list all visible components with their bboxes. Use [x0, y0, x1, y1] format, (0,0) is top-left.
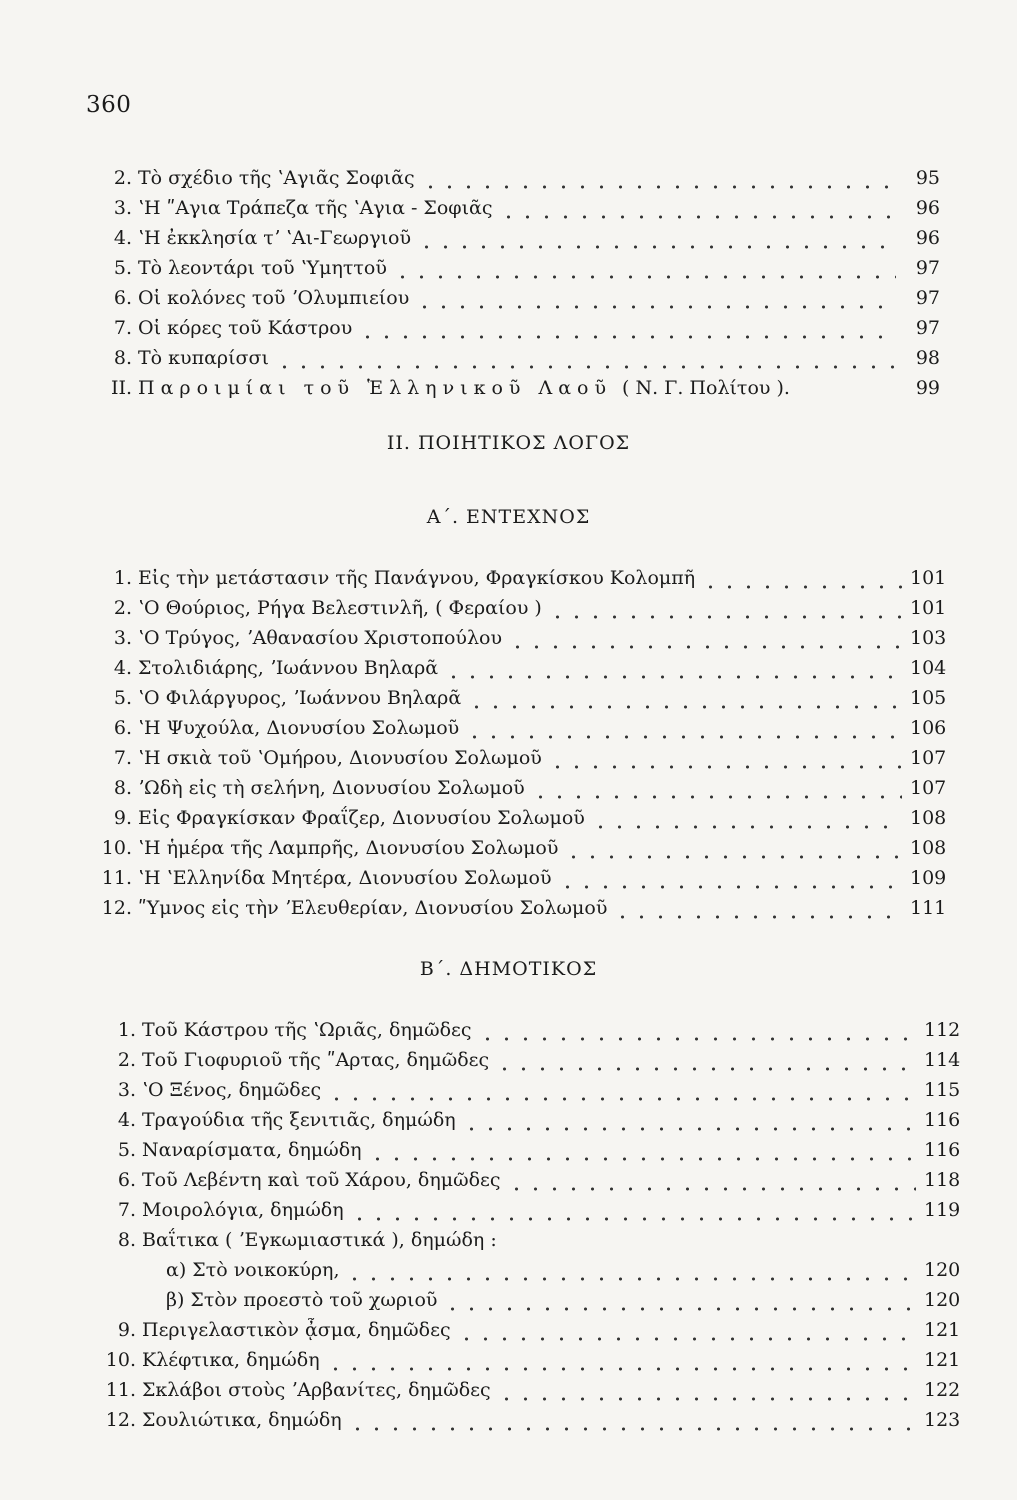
entry-page: 114 — [924, 1049, 961, 1071]
leader-dots — [591, 806, 902, 830]
entry-page: 96 — [915, 197, 940, 219]
toc-entry — [92, 650, 946, 680]
entry-number: 9. — [113, 807, 132, 829]
toc-entry — [96, 1222, 960, 1252]
leader-dots — [345, 1258, 916, 1282]
leader-dots — [548, 746, 902, 770]
entry-number: 5. — [113, 257, 132, 279]
entry-title: Περιγελαστικὸν ᾆσμα, δημῶδες — [142, 1319, 451, 1341]
entry-page: 104 — [910, 657, 947, 679]
entry-number: 7. — [117, 1199, 136, 1221]
entry-title: ʽΗ ʽΕλληνίδα Μητέρα, Διονυσίου Σολωμοῦ — [138, 867, 552, 889]
toc-entry — [92, 190, 940, 220]
entry-title: ʽΗ ἐκκλησία τʼ ʽΑι-Γεωργιοῦ — [138, 227, 412, 249]
entry-number: 1. — [117, 1019, 136, 1041]
entry-number: 3. — [113, 197, 132, 219]
toc-entry — [96, 1372, 960, 1402]
leader-dots — [478, 1018, 916, 1042]
entry-page: 108 — [910, 807, 947, 829]
toc-entry — [92, 860, 946, 890]
leader-dots — [499, 196, 896, 220]
toc-entry — [92, 590, 946, 620]
entry-title: Οἱ κολόνες τοῦ ʼΟλυμπιείου — [138, 287, 410, 309]
entry-author: ( Ν. Γ. Πολίτου ). — [622, 377, 790, 399]
entry-page: 120 — [924, 1289, 961, 1311]
entry-title: Τοῦ Γιοφυριοῦ τῆς ʺΑρτας, δημῶδες — [142, 1049, 490, 1071]
entry-number: 8. — [117, 1229, 136, 1251]
entry-number: 7. — [113, 747, 132, 769]
leader-dots — [415, 286, 896, 310]
entry-number: 12. — [101, 897, 132, 919]
entry-number: 9. — [117, 1319, 136, 1341]
entry-page: 118 — [924, 1169, 961, 1191]
entry-number: 5. — [117, 1139, 136, 1161]
leader-dots — [508, 626, 902, 650]
entry-number: 2. — [113, 167, 132, 189]
entry-title: Μοιρολόγια, δημώδη — [142, 1199, 344, 1221]
entry-title: Οἱ κόρες τοῦ Κάστρου — [138, 317, 353, 339]
toc-entry — [92, 340, 940, 370]
toc-entry — [92, 830, 946, 860]
toc-entry — [92, 280, 940, 310]
entry-page: 99 — [915, 377, 940, 399]
section-heading: ΙΙ. ΠΟΙΗΤΙΚΟΣ ΛΟΓΟΣ — [386, 432, 631, 454]
entry-page: 121 — [924, 1349, 961, 1371]
toc-subentry — [166, 1282, 960, 1312]
entry-number: 3. — [117, 1079, 136, 1101]
leader-dots — [548, 596, 902, 620]
entry-page: 112 — [924, 1019, 961, 1041]
entry-page: 119 — [924, 1199, 961, 1221]
entry-title: ʽΟ Φιλάργυρος, ʼΙωάννου Βηλαρᾶ — [138, 687, 462, 709]
entry-title: ʽΟ Τρύγος, ʼΑθανασίου Χριστοπούλου — [138, 627, 502, 649]
entry-title: Παροιμίαι τοῦ Ἑλληνικοῦ Λαοῦ — [138, 377, 613, 399]
entry-number: 2. — [117, 1049, 136, 1071]
entry-number: 4. — [113, 657, 132, 679]
leader-dots — [348, 1408, 916, 1432]
entry-page: 96 — [915, 227, 940, 249]
toc-entry — [96, 1192, 960, 1222]
entry-number: 6. — [113, 287, 132, 309]
toc-entry — [92, 890, 946, 920]
entry-page: 111 — [910, 897, 947, 919]
entry-page: 97 — [915, 317, 940, 339]
leader-dots — [564, 836, 902, 860]
toc-subentry — [166, 1252, 960, 1282]
leader-dots — [558, 866, 902, 890]
leader-dots — [462, 1108, 916, 1132]
entry-title: ʼΩδὴ εἰς τὴ σελήνη, Διονυσίου Σολωμοῦ — [138, 777, 525, 799]
toc-entry — [96, 1162, 960, 1192]
entry-page: 120 — [924, 1259, 961, 1281]
page-number: 360 — [86, 92, 132, 118]
subsection-heading-entechnos: Α΄. ΕΝΤΕΧΝΟΣ — [426, 506, 591, 528]
leader-dots — [507, 1168, 917, 1192]
leader-dots — [443, 1288, 916, 1312]
entry-number: 2. — [113, 597, 132, 619]
entry-page: 101 — [910, 597, 947, 619]
entry-title: Βαΐτικα ( ʼΕγκωμιαστικά ), δημώδη : — [142, 1229, 497, 1251]
entry-title: Τὸ κυπαρίσσι — [138, 347, 269, 369]
entry-page: 115 — [924, 1079, 961, 1101]
entry-page: 101 — [910, 567, 947, 589]
entry-page: 105 — [910, 687, 947, 709]
entry-title: Ναναρίσματα, δημώδη — [142, 1139, 362, 1161]
entry-title: Εἰς Φραγκίσκαν Φραΐζερ, Διονυσίου Σολωμοῦ — [138, 807, 585, 829]
entry-page: 106 — [910, 717, 947, 739]
toc-entry — [96, 1132, 960, 1162]
toc-entry — [96, 1312, 960, 1342]
leader-dots — [531, 776, 902, 800]
toc-entry — [96, 1102, 960, 1132]
subsection-heading-dimotikos: Β΄. ΔΗΜΟΤΙΚΟΣ — [419, 958, 598, 980]
entry-title: Σκλάβοι στοὺς ʼΑρβανίτες, δημῶδες — [142, 1379, 491, 1401]
toc-entry — [96, 1402, 960, 1432]
entry-number: 1. — [113, 567, 132, 589]
toc-entry — [92, 740, 946, 770]
entry-number: 12. — [105, 1409, 136, 1431]
toc-entry — [92, 680, 946, 710]
entry-title: ʽΗ ἡμέρα τῆς Λαμπρῆς, Διονυσίου Σολωμοῦ — [138, 837, 559, 859]
entry-number: 10. — [101, 837, 132, 859]
entry-page: 123 — [924, 1409, 961, 1431]
toc-entry — [92, 250, 940, 280]
leader-dots — [326, 1348, 916, 1372]
entry-page: 95 — [915, 167, 940, 189]
entry-title: Κλέφτικα, δημώδη — [142, 1349, 320, 1371]
entry-title: ʽΟ Ξένος, δημῶδες — [142, 1079, 322, 1101]
toc-entry — [92, 710, 946, 740]
entry-title: ʽΟ Θούριος, Ρήγα Βελεστινλῆ, ( Φεραίου ) — [138, 597, 542, 619]
leader-dots — [497, 1378, 916, 1402]
leader-dots — [701, 566, 902, 590]
entry-page: 107 — [910, 777, 947, 799]
entry-title: ʺΥμνος εἰς τὴν ʼΕλευθερίαν, Διονυσίου Σολωμοῦ — [138, 897, 608, 919]
leader-dots — [350, 1198, 916, 1222]
entry-number: 3. — [113, 627, 132, 649]
toc-entry — [96, 1342, 960, 1372]
entry-page: 98 — [915, 347, 940, 369]
entry-title: Τὸ σχέδιο τῆς ʽΑγιᾶς Σοφιᾶς — [138, 167, 415, 189]
toc-entry — [92, 160, 940, 190]
entry-title: Τοῦ Λεβέντη καὶ τοῦ Χάρου, δημῶδες — [142, 1169, 501, 1191]
entry-title: ʽΗ σκιὰ τοῦ ʽΟμήρου, Διονυσίου Σολωμοῦ — [138, 747, 542, 769]
toc-entry — [92, 560, 946, 590]
toc-entry — [92, 220, 940, 250]
leader-dots — [467, 686, 902, 710]
entry-page: 116 — [924, 1109, 961, 1131]
leader-dots — [393, 256, 896, 280]
entry-title: Τραγούδια τῆς ξενιτιᾶς, δημώδη — [142, 1109, 456, 1131]
leader-dots — [417, 226, 896, 250]
entry-number: 11. — [101, 867, 132, 889]
entry-title: ʽΗ Ψυχούλα, Διονυσίου Σολωμοῦ — [138, 717, 460, 739]
toc-entry — [92, 620, 946, 650]
entry-number: 4. — [113, 227, 132, 249]
entry-title: α) Στὸ νοικοκύρη, — [166, 1259, 340, 1281]
entry-title: Σουλιώτικα, δημώδη — [142, 1409, 342, 1431]
entry-number: 8. — [113, 347, 132, 369]
toc-entry-paroimiai — [92, 370, 940, 400]
leader-dots — [275, 346, 896, 370]
entry-page: 108 — [910, 837, 947, 859]
entry-number: 11. — [105, 1379, 136, 1401]
entry-number: 5. — [113, 687, 132, 709]
entry-title: Στολιδιάρης, ʼΙωάννου Βηλαρᾶ — [138, 657, 439, 679]
leader-dots — [368, 1138, 916, 1162]
leader-dots — [613, 896, 902, 920]
entry-page: 97 — [915, 257, 940, 279]
entry-page: 97 — [915, 287, 940, 309]
entry-number: 4. — [117, 1109, 136, 1131]
entry-title: ʽΗ ʺΑγια Τράπεζα τῆς ʽΑγια - Σοφιᾶς — [138, 197, 493, 219]
toc-entry — [96, 1012, 960, 1042]
leader-dots — [465, 716, 902, 740]
leader-dots — [327, 1078, 916, 1102]
entry-number: 6. — [113, 717, 132, 739]
toc-entry — [96, 1072, 960, 1102]
entry-number: 8. — [113, 777, 132, 799]
entry-page: 121 — [924, 1319, 961, 1341]
entry-number: II. — [110, 377, 132, 399]
toc-entry — [92, 800, 946, 830]
entry-page: 116 — [924, 1139, 961, 1161]
toc-entry — [92, 310, 940, 340]
toc-entry — [92, 770, 946, 800]
entry-title: Τὸ λεοντάρι τοῦ ʽΥμηττοῦ — [138, 257, 387, 279]
entry-page: 122 — [924, 1379, 961, 1401]
entry-number: 7. — [113, 317, 132, 339]
entry-page: 107 — [910, 747, 947, 769]
entry-number: 6. — [117, 1169, 136, 1191]
leader-dots — [421, 166, 896, 190]
leader-dots — [457, 1318, 916, 1342]
entry-title: Τοῦ Κάστρου τῆς ʽΩριᾶς, δημῶδες — [142, 1019, 472, 1041]
entry-title: β) Στὸν προεστὸ τοῦ χωριοῦ — [166, 1289, 438, 1311]
entry-page: 109 — [910, 867, 947, 889]
entry-number: 10. — [105, 1349, 136, 1371]
leader-dots — [495, 1048, 916, 1072]
leader-dots — [358, 316, 896, 340]
entry-page: 103 — [910, 627, 947, 649]
leader-dots — [444, 656, 902, 680]
entry-title: Εἰς τὴν μετάστασιν τῆς Πανάγνου, Φραγκίσκου Κολομπῆ — [138, 567, 696, 589]
toc-entry — [96, 1042, 960, 1072]
